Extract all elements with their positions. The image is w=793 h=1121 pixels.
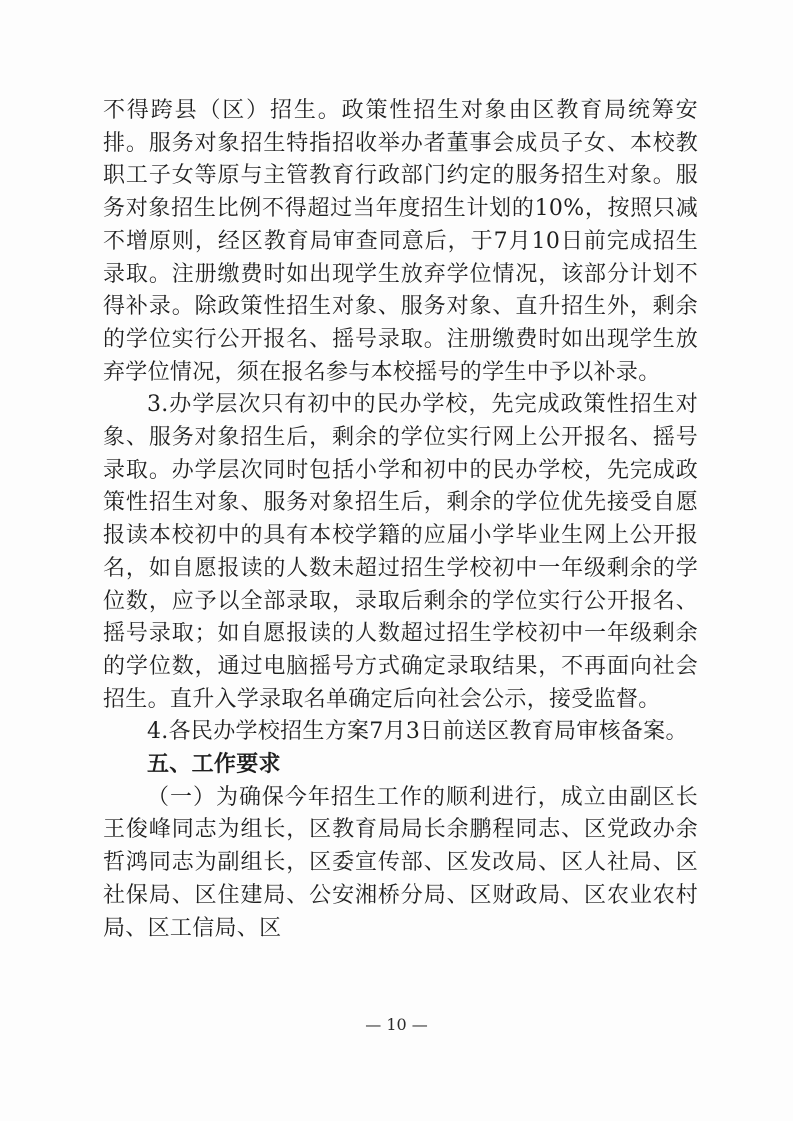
section-heading-work-requirements: 五、工作要求 bbox=[147, 752, 281, 778]
paragraph-item-4-filing: 4.各民办学校招生方案7月3日前送区教育局审核备案。 bbox=[147, 719, 688, 745]
page-number: — 10 — bbox=[365, 1015, 428, 1034]
paragraph-item-3-junior-high: 3.办学层次只有初中的民办学校，先完成政策性招生对象、服务对象招生后，剩余的学位实行网上公开报名、摇号录取。办学层次同时包括小学和初中的民办学校，先完成政策性招生对象、服务对象招生后，剩余的学位优先接受自愿报读本校初中的具有本校学籍的应届小学毕业生网上公开报名，如自愿报读的人数未超过招生学校初中一年级剩余的学位数，应予以全部录取，录取后剩余的学位实行公开报名、摇号录取；如自愿报读的人数超过招生学校初中一年级剩余的学位数，通过电脑摇号方式确定录取结果，不再面向社会招生。直升入学录取名单确定后向社会公示，接受监督。 bbox=[103, 392, 698, 712]
paragraph-continued-admission-rules: 不得跨县（区）招生。政策性招生对象由区教育局统筹安排。服务对象招生特指招收举办者董事会成员子女、本校教职工子女等原与主管教育行政部门约定的服务招生对象。服务对象招生比例不得超过当年度招生计划的10%，按照只减不增原则，经区教育局审查同意后，于7月10日前完成招生录取。注册缴费时如出现学生放弃学位情况，该部分计划不得补录。除政策性招生对象、服务对象、直升招生外，剩余的学位实行公开报名、摇号录取。注册缴费时如出现学生放弃学位情况，须在报名参与本校摇号的学生中予以补录。 bbox=[103, 98, 698, 385]
paragraph-leadership-group: （一）为确保今年招生工作的顺利进行，成立由副区长王俊峰同志为组长，区教育局局长余鹏程同志、区党政办余哲鸿同志为副组长，区委宣传部、区发改局、区人社局、区社保局、区住建局、公安湘桥分局、区财政局、区农业农村局、区工信局、区 bbox=[103, 784, 698, 941]
document-body bbox=[103, 95, 698, 945]
